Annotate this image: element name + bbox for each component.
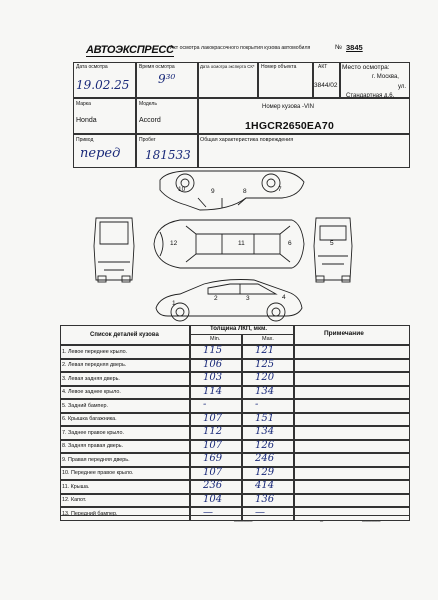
model-label: Модель (139, 101, 157, 107)
time-value: 9³⁰ (158, 72, 176, 86)
table-row-max-value: 414 (255, 480, 275, 491)
footer-mark-2: ▁ (320, 517, 324, 522)
mileage-value: 181533 (145, 148, 191, 162)
diagram-label-1: 1 (172, 300, 176, 307)
table-row-min-value: 115 (203, 345, 223, 356)
vin-label: Номер кузова -VIN (262, 104, 314, 110)
table-row-label: 5. Задний бампер. (62, 402, 108, 409)
date-value: 19.02.25 (76, 78, 130, 92)
table-row-max-value: 125 (255, 358, 275, 370)
table-row-min-value: 103 (203, 372, 223, 383)
table-row-max-value: 126 (255, 439, 275, 451)
expert-label: Дата осмотра эксперта СК* (200, 64, 255, 69)
diagram-label-5: 5 (330, 240, 334, 247)
table-row-label: 12. Капот. (62, 497, 87, 503)
table-row-note-cell (294, 440, 410, 454)
time-label: Время осмотра (139, 64, 175, 70)
table-row-min-value: 104 (203, 493, 223, 505)
table-row-min-value: 114 (203, 385, 223, 397)
table-row-max-value: 134 (255, 385, 275, 397)
table-row-label: 13. Передний бампер. (62, 510, 118, 517)
table-row-note-cell (294, 494, 410, 508)
footer-mark: ▁▁▁▁▁▁ (234, 517, 253, 522)
table-row-min-value: 107 (203, 439, 223, 451)
drive-label: Привод (76, 137, 94, 143)
col-max-label: Max. (262, 336, 274, 342)
col-note-label: Примечание (324, 330, 364, 337)
table-row-note-cell (294, 386, 410, 400)
table-row-note-cell (294, 372, 410, 386)
diagram-label-10: 10 (178, 186, 186, 193)
table-row-max-value: 120 (255, 372, 275, 383)
table-row-min-cell (190, 399, 242, 413)
table-row-min-value: — (203, 507, 213, 518)
table-row-min-value: 107 (203, 466, 223, 478)
brand-value: Honda (76, 117, 97, 124)
table-row-note-cell (294, 399, 410, 413)
diagram-label-11: 11 (238, 240, 245, 247)
table-row-min-value: 169 (203, 453, 223, 464)
table-row-max-value: 129 (255, 466, 275, 478)
date-label: Дата осмотра (76, 64, 108, 70)
table-row-label: 11. Крыша. (62, 483, 90, 490)
vin-value: 1HGCR2650EA70 (245, 120, 334, 132)
act-label: АКТ (318, 64, 328, 70)
table-row-max-value: 151 (255, 412, 275, 424)
model-value: Accord (139, 117, 161, 124)
table-row-label: 9. Правая передняя дверь. (62, 456, 130, 463)
table-row-max-value: 246 (255, 453, 275, 464)
col-parts-label: Список деталей кузова (90, 332, 159, 338)
document-title: Акт осмотра лакокрасочного покрытия кузова автомобиля (170, 45, 311, 51)
table-row-label: 6. Крышка багажника. (62, 416, 117, 422)
footer-mark-3: ▁▁▁▁▁▁ (362, 517, 381, 522)
document-number-label: № (335, 44, 342, 51)
table-row-label: 2. Левая передняя дверь. (62, 362, 127, 368)
table-row-max-cell (242, 399, 294, 413)
col-thickness-label: Толщина ЛКП, мкм. (210, 326, 268, 332)
col-min-label: Min. (210, 336, 221, 342)
diagram-label-8: 8 (243, 188, 247, 195)
table-row-label: 3. Левая задняя дверь. (62, 375, 120, 382)
table-row-max-value: 134 (255, 426, 275, 437)
diagram-label-9: 9 (211, 188, 215, 195)
diagram-label-3: 3 (246, 295, 250, 302)
place-value-1: г. Москва, (372, 74, 399, 80)
diagram-label-7: 7 (278, 186, 282, 193)
table-row-max-value: — (255, 507, 265, 518)
overall-label: Общая характеристика повреждения (200, 137, 294, 143)
table-row-min-value: 106 (203, 358, 223, 370)
diagram-label-6: 6 (288, 240, 292, 247)
table-row-label: 10. Переднее правое крыло. (62, 470, 134, 476)
mileage-label: Пробег (139, 137, 156, 143)
table-row-note-cell (294, 480, 410, 494)
table-row-note-cell (294, 453, 410, 467)
place-label: Место осмотра: (342, 64, 390, 71)
place-value-3: Стандартная д.6, (346, 93, 395, 99)
brand-label: Марка (76, 101, 91, 107)
table-row-max-value: 136 (255, 493, 275, 505)
table-row-max-value: - (255, 399, 259, 410)
drive-value: перед (80, 146, 121, 161)
table-row-label: 8. Задняя правая дверь. (62, 443, 124, 449)
table-row-label: 4. Левое заднее крыло. (62, 389, 121, 395)
table-row-note-cell (294, 507, 410, 521)
table-row-note-cell (294, 426, 410, 440)
table-row-max-value: 121 (255, 345, 275, 356)
table-row-min-value: - (203, 399, 207, 410)
diagram-label-4: 4 (282, 294, 286, 301)
company-logo: АВТОЭКСПРЕСС (86, 44, 174, 56)
table-row-label: 7. Заднее правое крыло. (62, 429, 125, 436)
table-row-min-value: 236 (203, 480, 223, 491)
table-row-min-value: 107 (203, 412, 223, 424)
table-row-note-cell (294, 413, 410, 427)
order-label: Номер объекта (261, 64, 297, 70)
place-value-2: ул. (398, 84, 407, 90)
table-row-min-value: 112 (203, 426, 223, 437)
act-value: 3844/02 (314, 82, 338, 89)
diagram-label-12: 12 (170, 240, 178, 247)
diagram-label-2: 2 (214, 295, 218, 302)
table-row-label: 1. Левое переднее крыло. (62, 348, 128, 355)
table-row-note-cell (294, 345, 410, 359)
table-row-note-cell (294, 467, 410, 481)
table-row-note-cell (294, 359, 410, 373)
document-number: 3845 (346, 43, 363, 52)
